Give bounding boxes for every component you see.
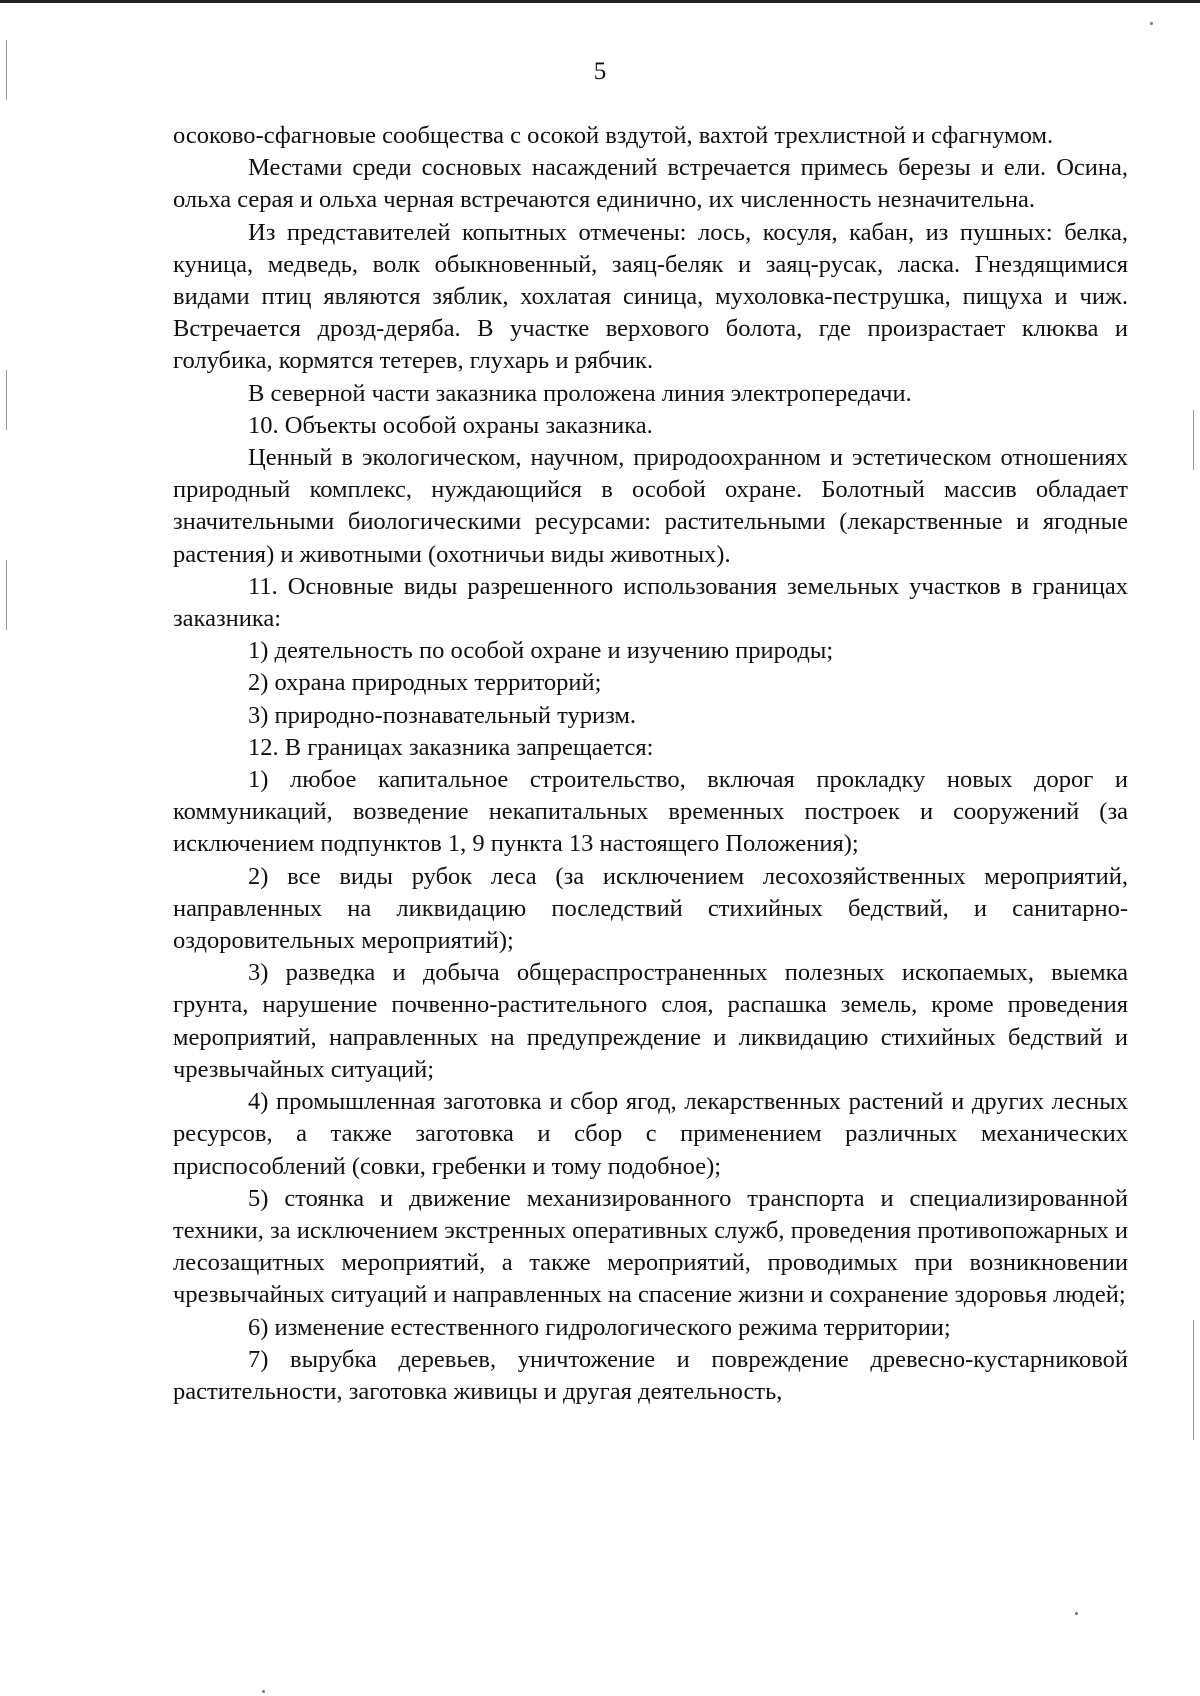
scan-speck bbox=[1075, 1612, 1078, 1615]
paragraph: Из представителей копытных отмечены: лось, косуля, кабан, из пушных: белка, куница, медведь, волк обыкновенный, заяц-беляк и заяц-русак, ласка. Гнездящимися видами птиц являются зяблик, хохлатая синица, мухоловка-пеструшка, пищуха и чиж. Встречается дрозд-деряба. В участке верхового болота, где произрастает клюква и голубика, кормятся тетерев, глухарь и рябчик. bbox=[173, 218, 1128, 375]
list-item: 3) природно-познавательный туризм. bbox=[248, 701, 637, 729]
list-item: 2) все виды рубок леса (за исключением лесохозяйственных мероприятий, направленных на ликвидацию последствий стихийных бедствий, и санитарно-оздоровительных мероприятий); bbox=[173, 862, 1128, 955]
list-item: 7) вырубка деревьев, уничтожение и повреждение древесно-кустарниковой растительности, заготовка живицы и другая деятельность, bbox=[173, 1345, 1128, 1405]
scan-edge-mark-right bbox=[1193, 410, 1194, 470]
section-heading: 11. Основные виды разрешенного использования земельных участков в границах заказника: bbox=[173, 572, 1128, 633]
scan-top-border bbox=[0, 0, 1200, 3]
section-heading: 12. В границах заказника запрещается: bbox=[248, 733, 654, 761]
paragraph: Местами среди сосновых насаждений встречается примесь березы и ели. Осина, ольха серая и ольха черная встречаются единично, их численность незначительна. bbox=[173, 154, 1128, 214]
paragraph: В северной части заказника проложена линия электропередачи. bbox=[248, 379, 912, 407]
scan-speck bbox=[1150, 22, 1153, 25]
paragraph: Ценный в экологическом, научном, природоохранном и эстетическом отношениях природный комплекс, нуждающийся в особой охране. Болотный массив обладает значительными биологическими ресурсами: растительными (лекарственные и ягодные растения) и животными (охотничьи виды животных). bbox=[173, 444, 1128, 568]
list-item: 6) изменение естественного гидрологического режима территории; bbox=[248, 1313, 951, 1341]
list-item: 2) охрана природных территорий; bbox=[248, 669, 602, 697]
list-item: 1) деятельность по особой охране и изучению природы; bbox=[248, 637, 834, 665]
scan-edge-mark-left bbox=[6, 370, 7, 430]
section-heading: 10. Объекты особой охраны заказника. bbox=[248, 411, 653, 439]
list-item: 4) промышленная заготовка и сбор ягод, лекарственных растений и других лесных ресурсов, а также заготовка и сбор с применением различных механических приспособлений (совки, гребенки и тому подобное); bbox=[173, 1088, 1128, 1180]
page-number: 5 bbox=[593, 58, 607, 85]
list-item: 3) разведка и добыча общераспространенных полезных ископаемых, выемка грунта, нарушение почвенно-растительного слоя, распашка земель, кроме проведения мероприятий, направленных на предупреждение и ликвидацию стихийных бедствий и чрезвычайных ситуаций; bbox=[173, 959, 1128, 1083]
scan-edge-mark-right bbox=[1193, 1320, 1194, 1440]
scan-speck bbox=[262, 1690, 265, 1693]
list-item: 1) любое капитальное строительство, включая прокладку новых дорог и коммуникаций, возведение некапитальных временных построек и сооружений (за исключением подпунктов 1, 9 пункта 13 настоящего Положения); bbox=[173, 766, 1128, 858]
document-body bbox=[173, 120, 1128, 1408]
paragraph: осоково-сфагновые сообщества с осокой вздутой, вахтой трехлистной и сфагнумом. bbox=[173, 122, 1054, 149]
scan-edge-mark-left bbox=[6, 560, 7, 630]
list-item: 5) стоянка и движение механизированного транспорта и специализированной техники, за исключением экстренных оперативных служб, проведения противопожарных и лесозащитных мероприятий, а также мероприятий, проводимых при возникновении чрезвычайных ситуаций и направленных на спасение жизни и сохранение здоровья людей; bbox=[173, 1184, 1128, 1309]
